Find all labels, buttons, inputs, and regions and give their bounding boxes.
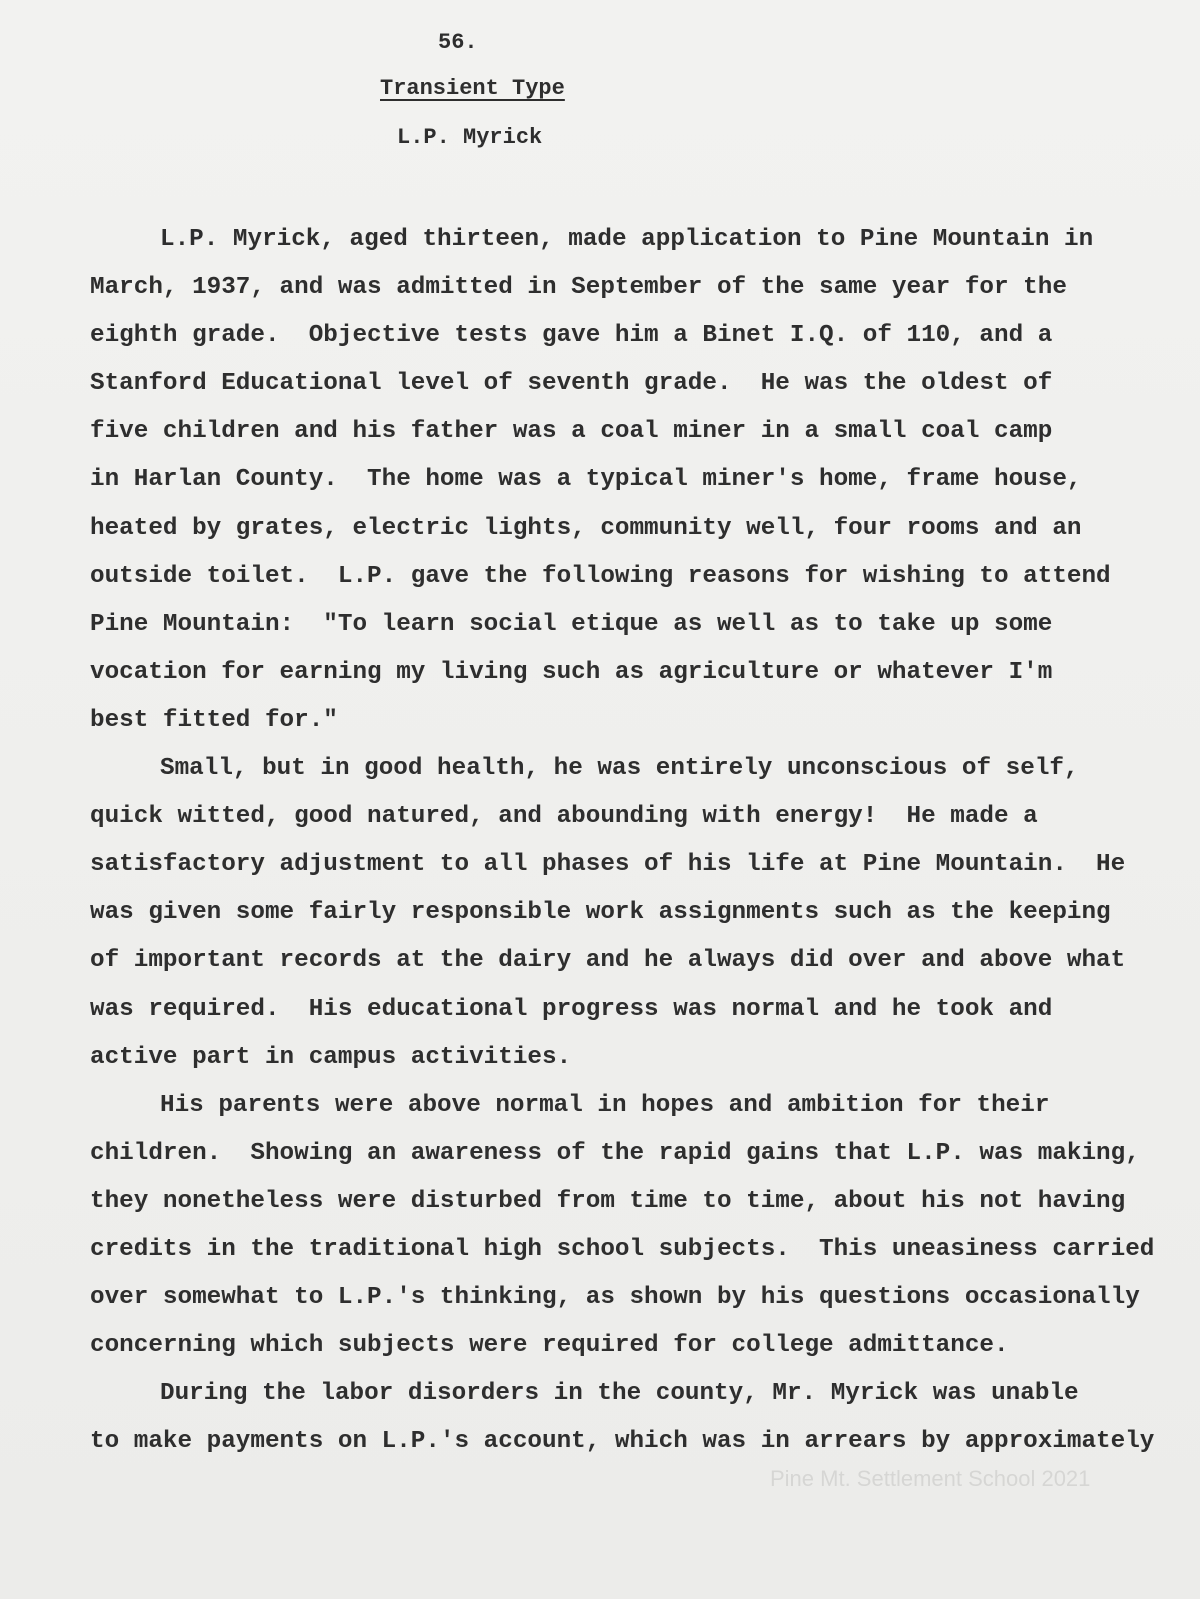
subject-name: L.P. Myrick	[397, 125, 543, 150]
text-line: During the labor disorders in the county, Mr. Myrick was unable	[160, 1380, 1079, 1408]
text-line: to make payments on L.P.'s account, which was in arrears by approximately	[90, 1428, 1155, 1456]
text-line: heated by grates, electric lights, community well, four rooms and an	[90, 514, 1082, 542]
text-line: vocation for earning my living such as agriculture or whatever I'm	[90, 658, 1053, 686]
section-title: Transient Type	[380, 76, 565, 101]
text-line: outside toilet. L.P. gave the following reasons for wishing to attend	[90, 562, 1111, 590]
text-line: over somewhat to L.P.'s thinking, as shown by his questions occasionally	[90, 1284, 1140, 1312]
text-line: best fitted for."	[90, 706, 338, 734]
text-line: children. Showing an awareness of the rapid gains that L.P. was making,	[90, 1139, 1140, 1167]
document-body	[90, 216, 1170, 1466]
text-line: was required. His educational progress was normal and he took and	[90, 995, 1053, 1023]
text-line: Pine Mountain: "To learn social etique as well as to take up some	[90, 610, 1053, 638]
text-line: L.P. Myrick, aged thirteen, made application to Pine Mountain in	[160, 226, 1094, 253]
text-line: of important records at the dairy and he always did over and above what	[90, 947, 1126, 975]
text-line: His parents were above normal in hopes and ambition for their	[160, 1091, 1050, 1119]
watermark: Pine Mt. Settlement School 2021	[770, 1466, 1091, 1491]
text-line: March, 1937, and was admitted in September of the same year for the	[90, 274, 1067, 302]
text-line: credits in the traditional high school subjects. This uneasiness carried	[90, 1235, 1155, 1263]
text-line: five children and his father was a coal miner in a small coal camp	[90, 418, 1053, 446]
text-line: in Harlan County. The home was a typical miner's home, frame house,	[90, 466, 1082, 494]
text-line: eighth grade. Objective tests gave him a Binet I.Q. of 110, and a	[90, 322, 1053, 350]
text-line: Stanford Educational level of seventh grade. He was the oldest of	[90, 370, 1053, 398]
text-line: they nonetheless were disturbed from time to time, about his not having	[90, 1187, 1126, 1215]
page-number: 56.	[438, 30, 478, 55]
text-line: was given some fairly responsible work assignments such as the keeping	[90, 899, 1111, 927]
text-line: concerning which subjects were required for college admittance.	[90, 1332, 1009, 1360]
text-line: quick witted, good natured, and abounding with energy! He made a	[90, 803, 1038, 831]
text-line: active part in campus activities.	[90, 1043, 572, 1071]
text-line: satisfactory adjustment to all phases of his life at Pine Mountain. He	[90, 851, 1126, 879]
text-line: Small, but in good health, he was entirely unconscious of self,	[160, 755, 1079, 783]
